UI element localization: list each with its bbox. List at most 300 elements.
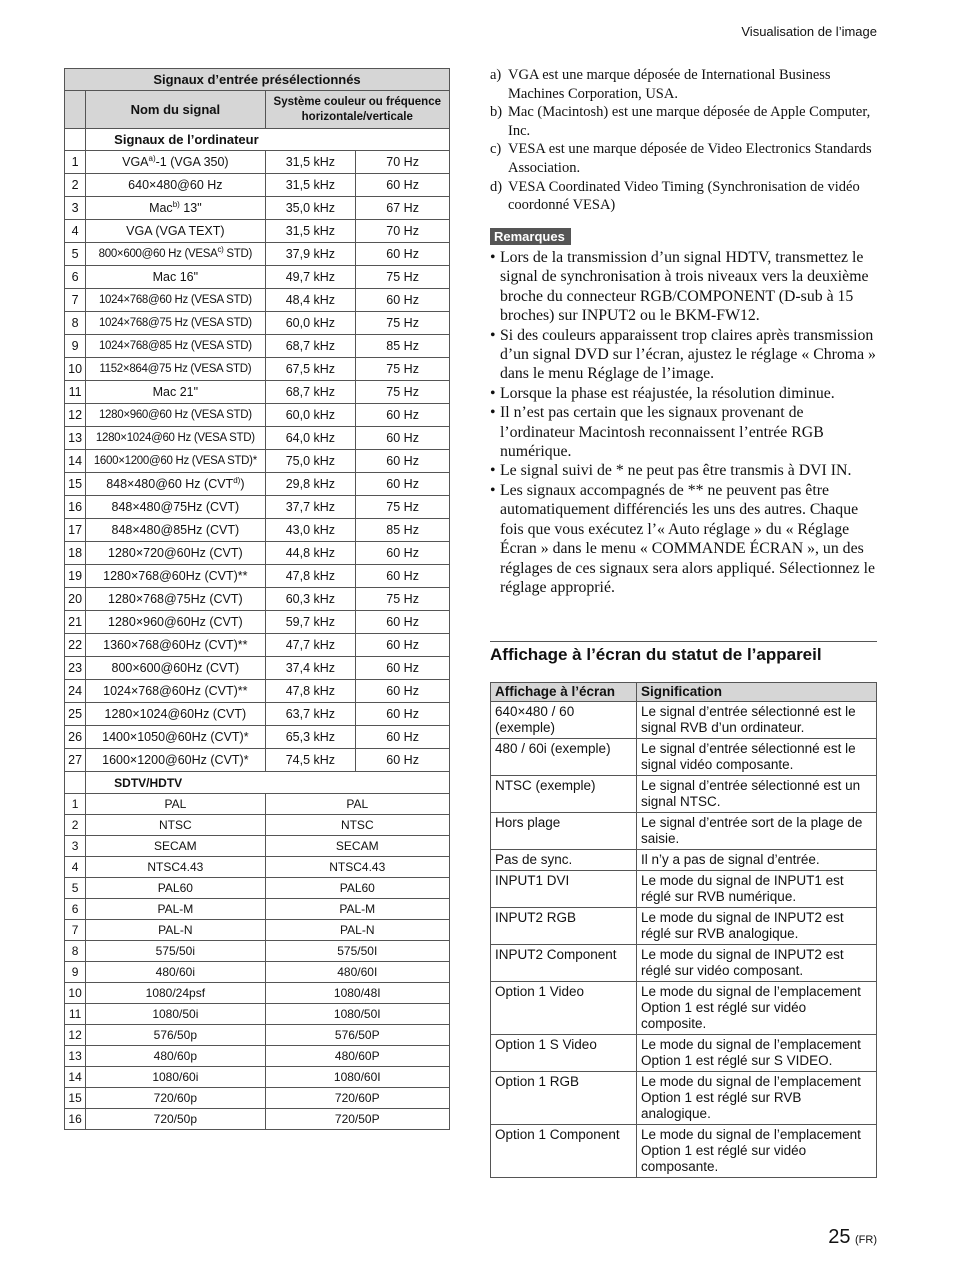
footnote-ref: d)	[233, 475, 241, 485]
row-number: 2	[65, 174, 86, 197]
vertical-frequency: 60 Hz	[356, 565, 450, 588]
vertical-frequency: 60 Hz	[356, 450, 450, 473]
signal-name-text: 1024×768@75 Hz (VESA STD)	[98, 317, 252, 329]
remarks-list	[490, 248, 882, 597]
row-number: 8	[65, 941, 86, 962]
signal-name: 1080/24psf	[86, 983, 265, 1004]
signal-name	[86, 335, 265, 358]
table-row	[65, 878, 450, 899]
horizontal-frequency: 49,7 kHz	[265, 266, 356, 289]
signal-name-text: VGA	[122, 155, 149, 169]
table-row	[65, 794, 450, 815]
vertical-frequency: 75 Hz	[356, 381, 450, 404]
row-number: 12	[65, 1025, 86, 1046]
color-system: 1080/50I	[265, 1004, 449, 1025]
table-row	[491, 982, 877, 1035]
vertical-frequency: 60 Hz	[356, 404, 450, 427]
row-number: 1	[65, 794, 86, 815]
remark-item	[490, 384, 882, 403]
table-row	[65, 519, 450, 542]
status-meaning: Le mode du signal de l’emplacement Option 1 est réglé sur vidéo composite.	[637, 982, 877, 1035]
signal-name-suffix: STD)	[223, 248, 253, 260]
signal-name-text: 1280×768@60Hz (CVT)**	[103, 569, 248, 583]
signal-name	[86, 473, 265, 496]
section-title: Affichage à l’écran du statut de l’appareil	[490, 645, 822, 664]
status-header-row	[491, 683, 877, 702]
row-number: 15	[65, 473, 86, 496]
row-number: 16	[65, 496, 86, 519]
remark-text: Si des couleurs apparaissent trop claires après transmission d’un signal DVD sur l’écran, ajustez le réglage « Chroma » dans le menu Réglage de l’image.	[500, 326, 876, 383]
signal-name	[86, 542, 265, 565]
vertical-frequency: 60 Hz	[356, 427, 450, 450]
table-row	[65, 726, 450, 749]
vertical-frequency: 60 Hz	[356, 680, 450, 703]
table-row	[65, 358, 450, 381]
signal-name	[86, 266, 265, 289]
row-number: 4	[65, 857, 86, 878]
horizontal-frequency: 31,5 kHz	[265, 220, 356, 243]
section-row-pc	[65, 129, 450, 151]
vertical-frequency: 60 Hz	[356, 289, 450, 312]
signal-name: SECAM	[86, 836, 265, 857]
signal-name-text: 1024×768@85 Hz (VESA STD)	[98, 340, 252, 352]
remark-text: Lorsque la phase est réajustée, la résolution diminue.	[500, 384, 835, 402]
table-row	[65, 1046, 450, 1067]
footnote-ref: a)	[148, 153, 156, 163]
signal-name-text: 1600×1200@60 Hz (VESA STD)*	[93, 455, 257, 467]
signal-name: NTSC	[86, 815, 265, 836]
row-number: 11	[65, 381, 86, 404]
row-number: 12	[65, 404, 86, 427]
bullet-icon: •	[490, 326, 496, 344]
vertical-frequency: 60 Hz	[356, 243, 450, 266]
status-meaning: Le mode du signal de INPUT1 est réglé sur RVB numérique.	[637, 871, 877, 908]
remarques-label: Remarques	[490, 228, 571, 245]
preset-signals-table	[64, 68, 450, 1130]
vertical-frequency: 60 Hz	[356, 174, 450, 197]
section-blank	[65, 129, 86, 151]
signal-name	[86, 151, 265, 174]
signal-name: PAL60	[86, 878, 265, 899]
vertical-frequency: 60 Hz	[356, 703, 450, 726]
table-row	[65, 174, 450, 197]
table-row	[65, 611, 450, 634]
row-number: 10	[65, 358, 86, 381]
signal-name	[86, 427, 265, 450]
color-system: 720/60P	[265, 1088, 449, 1109]
table-title: Signaux d’entrée présélectionnés	[65, 69, 450, 91]
table-row	[65, 1067, 450, 1088]
signal-name-text: 800×600@60Hz (CVT)	[111, 661, 240, 675]
signal-name	[86, 220, 265, 243]
signal-name: 480/60i	[86, 962, 265, 983]
vertical-frequency: 60 Hz	[356, 542, 450, 565]
status-display: INPUT2 Component	[491, 945, 637, 982]
status-meaning: Le signal d’entrée sélectionné est un signal NTSC.	[637, 776, 877, 813]
row-number: 17	[65, 519, 86, 542]
remark-item	[490, 248, 882, 326]
status-display: Pas de sync.	[491, 850, 637, 871]
signal-name-text: Mac	[149, 201, 173, 215]
status-display: Hors plage	[491, 813, 637, 850]
table-row	[65, 857, 450, 878]
status-display: INPUT2 RGB	[491, 908, 637, 945]
signal-name-text: 1280×1024@60Hz (CVT)	[104, 707, 247, 721]
signal-name: 480/60p	[86, 1046, 265, 1067]
status-display: Option 1 Video	[491, 982, 637, 1035]
signal-name	[86, 726, 265, 749]
table-row	[65, 983, 450, 1004]
status-meaning: Le mode du signal de INPUT2 est réglé sur vidéo composant.	[637, 945, 877, 982]
table-row	[65, 703, 450, 726]
row-number: 20	[65, 588, 86, 611]
table-row	[65, 542, 450, 565]
signal-name: PAL-M	[86, 899, 265, 920]
signal-name-suffix: 13"	[179, 201, 202, 215]
vertical-frequency: 60 Hz	[356, 726, 450, 749]
row-number: 9	[65, 335, 86, 358]
signal-name	[86, 657, 265, 680]
row-number: 7	[65, 920, 86, 941]
signal-name-text: 1024×768@60Hz (CVT)**	[103, 684, 248, 698]
color-system: 1080/48I	[265, 983, 449, 1004]
row-number: 13	[65, 427, 86, 450]
vertical-frequency: 85 Hz	[356, 335, 450, 358]
vertical-frequency: 67 Hz	[356, 197, 450, 220]
signal-name-text: 1024×768@60 Hz (VESA STD)	[98, 294, 252, 306]
table-row	[65, 289, 450, 312]
row-number: 5	[65, 878, 86, 899]
signal-name-text: 800×600@60 Hz (VESA	[98, 248, 218, 260]
signal-name: PAL-N	[86, 920, 265, 941]
signal-name-text: Mac 16"	[152, 270, 199, 284]
horizontal-frequency: 47,8 kHz	[265, 565, 356, 588]
horizontal-frequency: 29,8 kHz	[265, 473, 356, 496]
table-row	[65, 335, 450, 358]
table-row	[491, 871, 877, 908]
table-row	[491, 776, 877, 813]
row-number: 1	[65, 151, 86, 174]
signal-name-text: Mac 21"	[152, 385, 199, 399]
remark-text: Le signal suivi de * ne peut pas être transmis à DVI IN.	[500, 462, 852, 480]
signal-name-text: 848×480@75Hz (CVT)	[111, 500, 240, 514]
row-number: 21	[65, 611, 86, 634]
horizontal-frequency: 68,7 kHz	[265, 381, 356, 404]
table-row	[65, 634, 450, 657]
table-row	[65, 450, 450, 473]
signal-name-text: 1600×1200@60Hz (CVT)*	[102, 753, 249, 767]
signal-name-text: 1152×864@75 Hz (VESA STD)	[99, 363, 252, 375]
color-system: 576/50P	[265, 1025, 449, 1046]
color-system: NTSC	[265, 815, 449, 836]
table-row	[65, 815, 450, 836]
horizontal-frequency: 43,0 kHz	[265, 519, 356, 542]
vertical-frequency: 75 Hz	[356, 312, 450, 335]
signal-name	[86, 312, 265, 335]
page-number	[828, 1226, 877, 1249]
footnote	[490, 140, 880, 177]
signal-name	[86, 519, 265, 542]
signal-name-text: 640×480@60 Hz	[128, 178, 223, 192]
table-row	[65, 680, 450, 703]
vertical-frequency: 60 Hz	[356, 611, 450, 634]
horizontal-frequency: 75,0 kHz	[265, 450, 356, 473]
signal-name	[86, 749, 265, 772]
table-row	[65, 657, 450, 680]
signal-name	[86, 588, 265, 611]
horizontal-frequency: 65,3 kHz	[265, 726, 356, 749]
header-signal-name: Nom du signal	[86, 91, 265, 129]
footnote	[490, 103, 880, 140]
row-number: 9	[65, 962, 86, 983]
signal-name	[86, 496, 265, 519]
horizontal-frequency: 35,0 kHz	[265, 197, 356, 220]
horizontal-frequency: 59,7 kHz	[265, 611, 356, 634]
table-row	[65, 473, 450, 496]
footnote-text: Mac (Macintosh) est une marque déposée de Apple Computer, Inc.	[508, 104, 871, 139]
header-frequency-label: Système couleur ou fréquence horizontale/verticale	[273, 95, 441, 123]
signal-name	[86, 381, 265, 404]
section-label-tv: SDTV/HDTV	[86, 772, 450, 794]
table-title-row	[65, 69, 450, 91]
table-row	[65, 1088, 450, 1109]
bullet-icon: •	[490, 404, 496, 422]
vertical-frequency: 75 Hz	[356, 358, 450, 381]
row-number: 19	[65, 565, 86, 588]
signal-name-text: 848×480@85Hz (CVT)	[111, 523, 240, 537]
running-header: Visualisation de l’image	[741, 24, 877, 39]
color-system: 575/50I	[265, 941, 449, 962]
table-row	[65, 565, 450, 588]
row-number: 3	[65, 197, 86, 220]
status-meaning: Il n’y a pas de signal d’entrée.	[637, 850, 877, 871]
signal-name	[86, 703, 265, 726]
horizontal-frequency: 37,7 kHz	[265, 496, 356, 519]
footnote-letter: c)	[490, 141, 502, 158]
table-row	[491, 1072, 877, 1125]
row-number: 24	[65, 680, 86, 703]
remark-text: Les signaux accompagnés de ** ne peuvent pas être automatiquement différenciés les uns des autres. Chaque fois que vous exécutez l’« Auto réglage » du « Réglage Écran » dans le menu « COMMANDE ÉCRAN », un des réglages de ces signaux sera alors appliqué. Sélectionnez le réglage approprié.	[500, 481, 876, 596]
table-row	[491, 813, 877, 850]
remark-item	[490, 403, 882, 461]
table-row	[491, 1035, 877, 1072]
signal-name: 720/60p	[86, 1088, 265, 1109]
table-row	[65, 1109, 450, 1130]
vertical-frequency: 60 Hz	[356, 634, 450, 657]
color-system: NTSC4.43	[265, 857, 449, 878]
table-row	[491, 739, 877, 776]
color-system: SECAM	[265, 836, 449, 857]
status-meaning: Le mode du signal de l’emplacement Option 1 est réglé sur RVB analogique.	[637, 1072, 877, 1125]
status-col-meaning: Signification	[637, 683, 877, 702]
section-label-pc: Signaux de l’ordinateur	[86, 129, 450, 151]
row-number: 6	[65, 266, 86, 289]
remark-text: Lors de la transmission d’un signal HDTV, transmettez le signal de synchronisation à trois niveaux vers la deuxième broche du connecteur RGB/COMPONENT (D-sub à 15 broches) sur INPUT2 ou le BKM-FW12.	[500, 249, 869, 325]
horizontal-frequency: 60,0 kHz	[265, 404, 356, 427]
status-meaning: Le signal d’entrée sélectionné est le signal vidéo composante.	[637, 739, 877, 776]
table-row	[65, 266, 450, 289]
signal-name	[86, 404, 265, 427]
row-number: 14	[65, 450, 86, 473]
signal-name-suffix: )	[240, 477, 245, 491]
table-row	[65, 941, 450, 962]
status-display: 640×480 / 60 (exemple)	[491, 702, 637, 739]
horizontal-frequency: 47,8 kHz	[265, 680, 356, 703]
row-number: 14	[65, 1067, 86, 1088]
signal-name	[86, 197, 265, 220]
section-row-tv	[65, 772, 450, 794]
signal-name-text: 1280×960@60 Hz (VESA STD)	[98, 409, 252, 421]
status-display: INPUT1 DVI	[491, 871, 637, 908]
color-system: PAL-N	[265, 920, 449, 941]
header-blank	[65, 91, 86, 129]
horizontal-frequency: 63,7 kHz	[265, 703, 356, 726]
signal-name-text: 1280×1024@60 Hz (VESA STD)	[95, 432, 255, 444]
footnote-letter: d)	[490, 178, 503, 195]
signal-name	[86, 358, 265, 381]
remark-item	[490, 481, 882, 597]
color-system: PAL	[265, 794, 449, 815]
row-number: 8	[65, 312, 86, 335]
signal-name: NTSC4.43	[86, 857, 265, 878]
table-row	[491, 908, 877, 945]
signal-name-suffix: -1 (VGA 350)	[155, 155, 229, 169]
status-col-display: Affichage à l’écran	[491, 683, 637, 702]
row-number: 7	[65, 289, 86, 312]
table-row	[65, 899, 450, 920]
horizontal-frequency: 68,7 kHz	[265, 335, 356, 358]
footnote	[490, 178, 880, 215]
row-number: 13	[65, 1046, 86, 1067]
horizontal-frequency: 64,0 kHz	[265, 427, 356, 450]
row-number: 22	[65, 634, 86, 657]
row-number: 15	[65, 1088, 86, 1109]
table-row	[65, 496, 450, 519]
status-meaning: Le mode du signal de INPUT2 est réglé sur RVB analogique.	[637, 908, 877, 945]
page-number-value: 25	[828, 1226, 851, 1248]
row-number: 6	[65, 899, 86, 920]
signal-name	[86, 680, 265, 703]
signal-name	[86, 634, 265, 657]
status-meaning: Le mode du signal de l’emplacement Option 1 est réglé sur S VIDEO.	[637, 1035, 877, 1072]
table-row	[65, 243, 450, 266]
row-number: 16	[65, 1109, 86, 1130]
row-number: 10	[65, 983, 86, 1004]
color-system: PAL60	[265, 878, 449, 899]
section-blank	[65, 772, 86, 794]
footnote-text: VESA est une marque déposée de Video Electronics Standards Association.	[508, 141, 872, 176]
row-number: 18	[65, 542, 86, 565]
header-frequency	[265, 91, 449, 129]
signal-name-text: 1280×768@75Hz (CVT)	[108, 592, 243, 606]
status-display: Option 1 RGB	[491, 1072, 637, 1125]
bullet-icon: •	[490, 384, 496, 402]
footnote	[490, 66, 880, 103]
vertical-frequency: 75 Hz	[356, 496, 450, 519]
signal-name: 1080/60i	[86, 1067, 265, 1088]
footnote-text: VGA est une marque déposée de International Business Machines Corporation, USA.	[508, 67, 831, 102]
signal-name	[86, 243, 265, 266]
row-number: 4	[65, 220, 86, 243]
signal-name	[86, 565, 265, 588]
horizontal-frequency: 37,4 kHz	[265, 657, 356, 680]
table-row	[65, 427, 450, 450]
table-row	[65, 197, 450, 220]
remark-text: Il n’est pas certain que les signaux provenant de l’ordinateur Macintosh reconnaissent l’entrée RGB numérique.	[500, 404, 824, 461]
horizontal-frequency: 74,5 kHz	[265, 749, 356, 772]
signal-name	[86, 450, 265, 473]
signal-name	[86, 174, 265, 197]
signal-name: 576/50p	[86, 1025, 265, 1046]
table-row	[491, 702, 877, 739]
row-number: 27	[65, 749, 86, 772]
table-row	[65, 749, 450, 772]
status-display: 480 / 60i (exemple)	[491, 739, 637, 776]
horizontal-frequency: 31,5 kHz	[265, 151, 356, 174]
signal-name-text: 1400×1050@60Hz (CVT)*	[102, 730, 249, 744]
vertical-frequency: 75 Hz	[356, 266, 450, 289]
remark-item	[490, 461, 882, 480]
signal-name-text: 1280×960@60Hz (CVT)	[108, 615, 243, 629]
bullet-icon: •	[490, 462, 496, 480]
table-row	[491, 1125, 877, 1178]
status-meaning: Le mode du signal de l’emplacement Option 1 est réglé sur vidéo composante.	[637, 1125, 877, 1178]
footnote-ref: b)	[172, 199, 180, 209]
signal-name: 720/50p	[86, 1109, 265, 1130]
table-row	[65, 920, 450, 941]
signal-name-text: 848×480@60 Hz (CVT	[106, 477, 234, 491]
vertical-frequency: 60 Hz	[356, 473, 450, 496]
status-table	[490, 682, 877, 1178]
footnote-letter: a)	[490, 67, 502, 83]
status-display: Option 1 Component	[491, 1125, 637, 1178]
signal-name: 1080/50i	[86, 1004, 265, 1025]
color-system: 720/50P	[265, 1109, 449, 1130]
vertical-frequency: 60 Hz	[356, 749, 450, 772]
table-row	[65, 151, 450, 174]
table-row	[65, 962, 450, 983]
row-number: 2	[65, 815, 86, 836]
bullet-icon: •	[490, 249, 496, 266]
row-number: 26	[65, 726, 86, 749]
table-row	[65, 1025, 450, 1046]
footnote-ref: c)	[217, 245, 224, 255]
table-header-row	[65, 91, 450, 129]
signal-name	[86, 289, 265, 312]
color-system: 480/60I	[265, 962, 449, 983]
footnotes	[490, 66, 880, 215]
table-row	[491, 945, 877, 982]
status-display: NTSC (exemple)	[491, 776, 637, 813]
vertical-frequency: 85 Hz	[356, 519, 450, 542]
footnote-letter: b)	[490, 104, 503, 121]
vertical-frequency: 60 Hz	[356, 657, 450, 680]
vertical-frequency: 75 Hz	[356, 588, 450, 611]
horizontal-frequency: 48,4 kHz	[265, 289, 356, 312]
table-row	[65, 836, 450, 857]
remark-item	[490, 326, 882, 384]
row-number: 3	[65, 836, 86, 857]
horizontal-frequency: 31,5 kHz	[265, 174, 356, 197]
page-number-suffix: (FR)	[855, 1234, 877, 1246]
row-number: 5	[65, 243, 86, 266]
signal-name: PAL	[86, 794, 265, 815]
table-row	[491, 850, 877, 871]
horizontal-frequency: 47,7 kHz	[265, 634, 356, 657]
table-row	[65, 404, 450, 427]
signal-name	[86, 611, 265, 634]
horizontal-frequency: 60,0 kHz	[265, 312, 356, 335]
